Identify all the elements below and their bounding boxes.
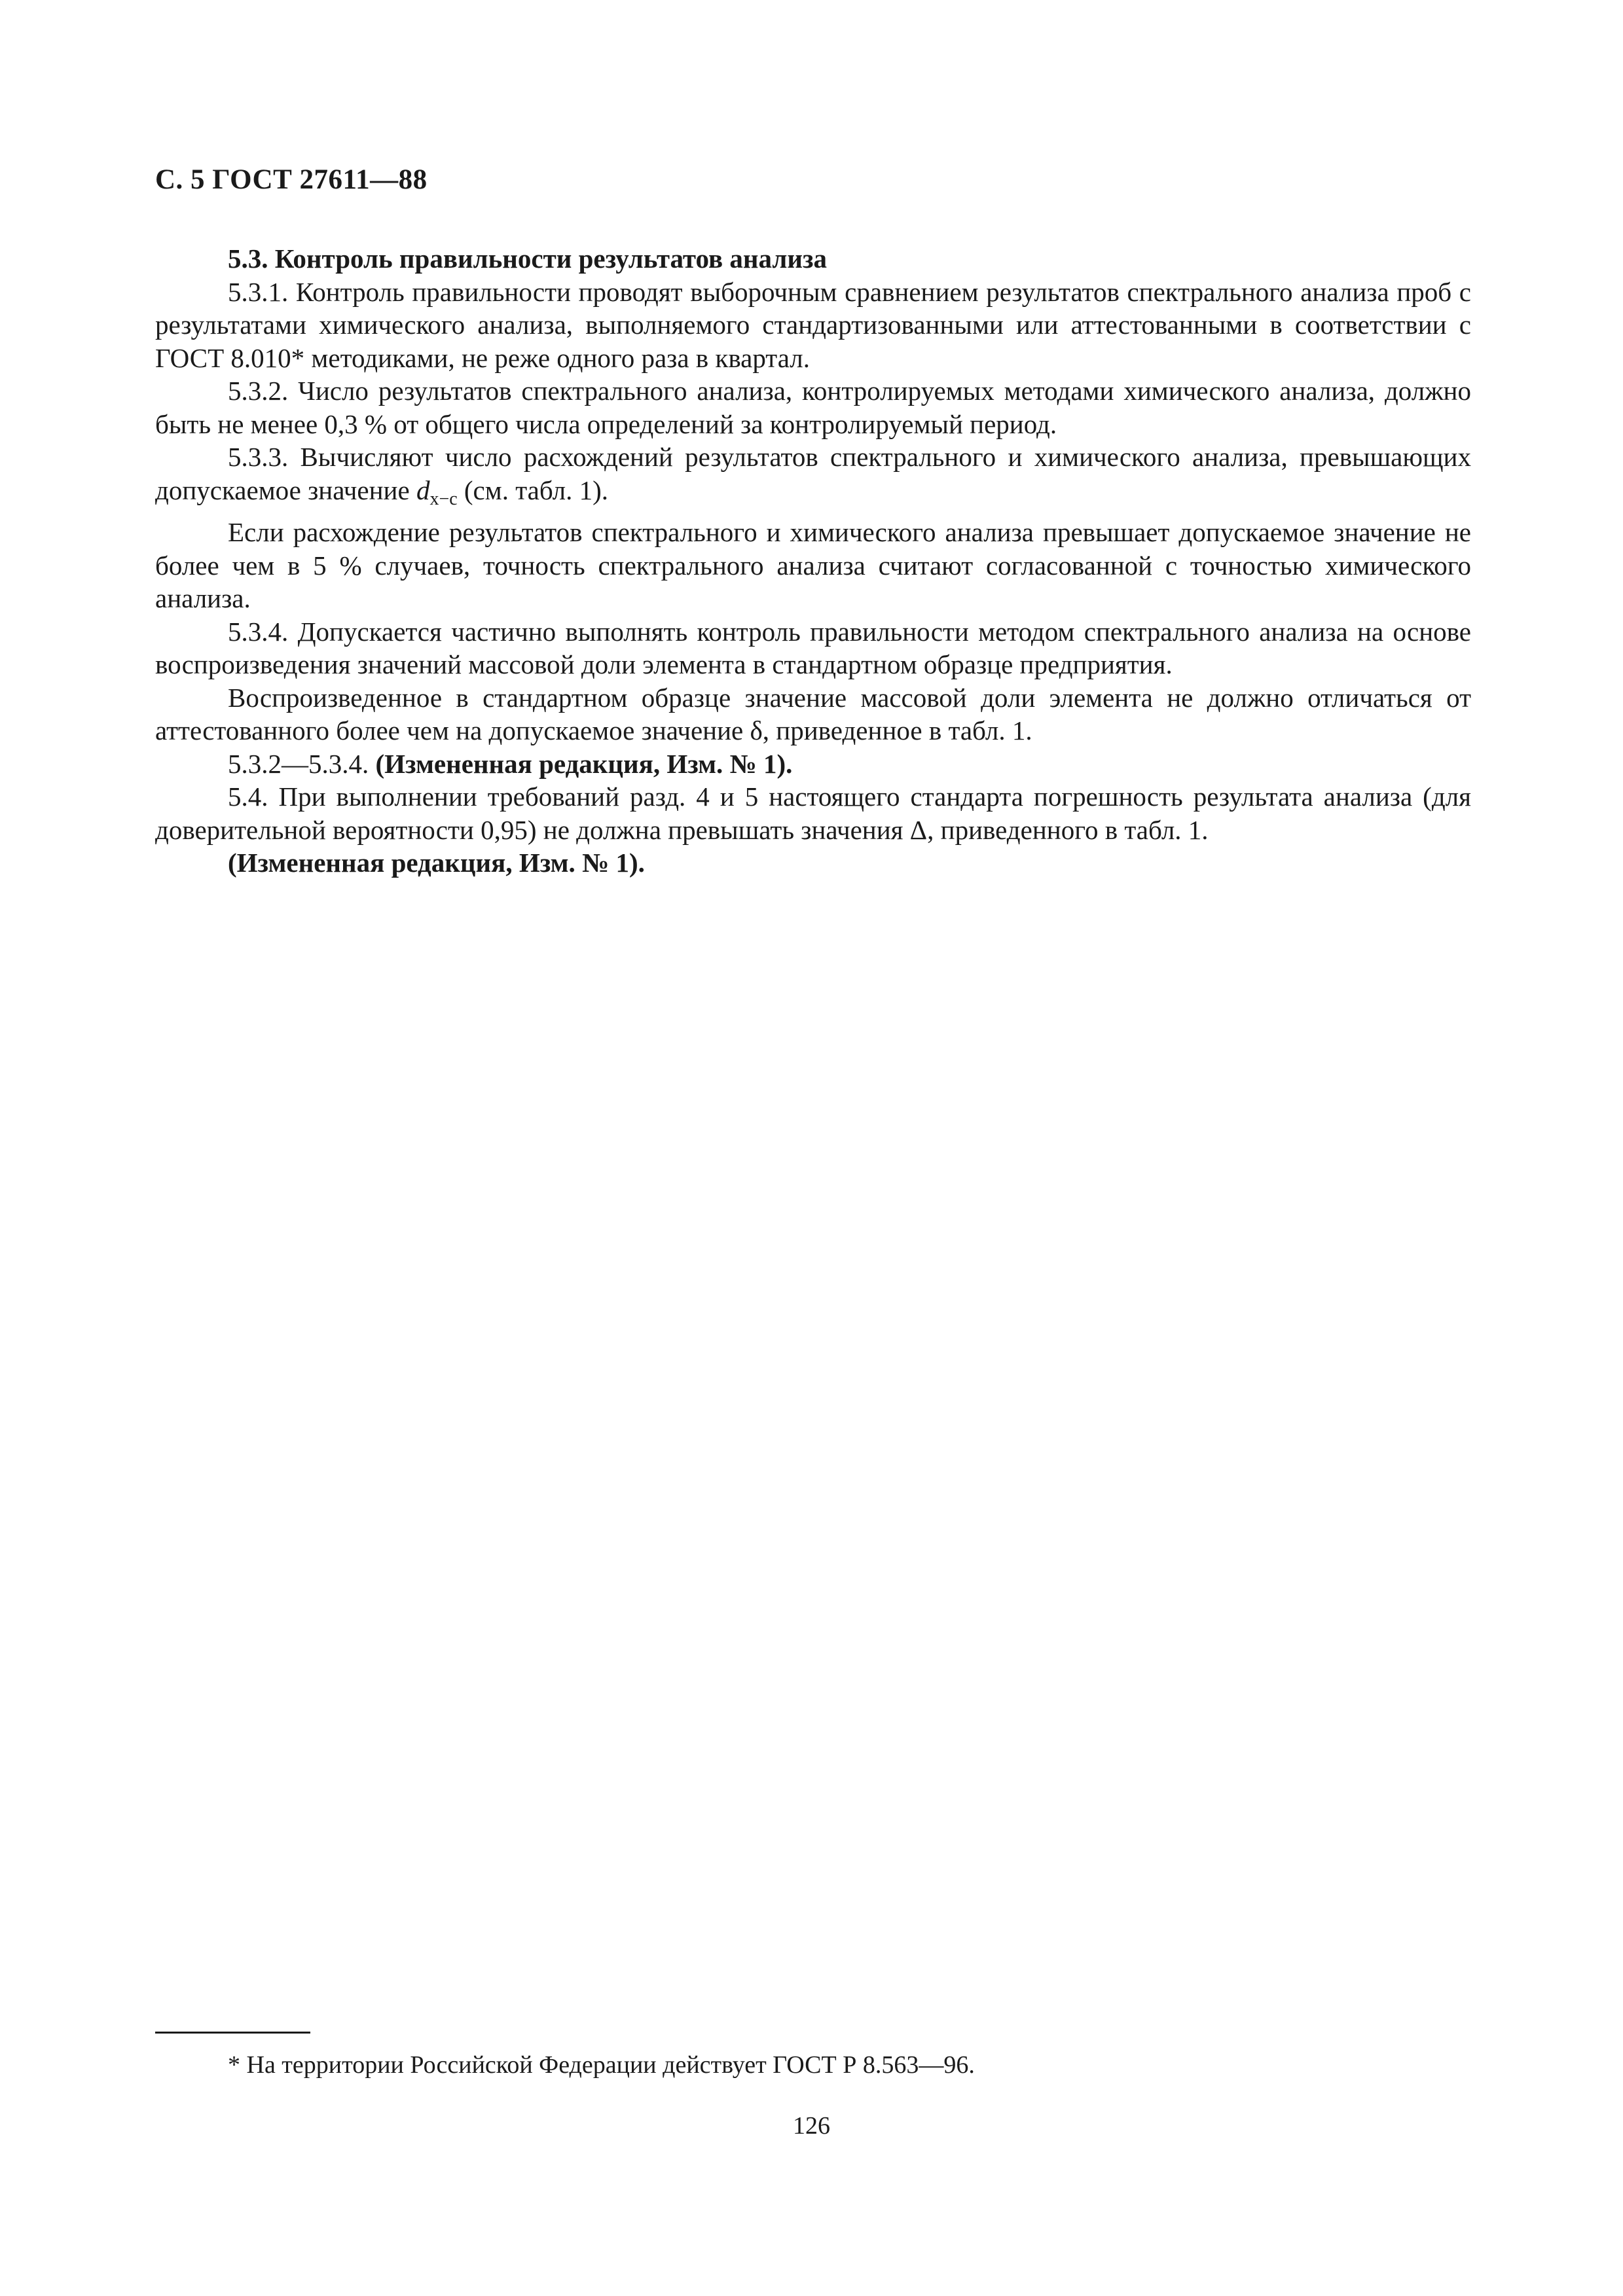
amendment-1-note: (Измененная редакция, Изм. № 1). — [375, 748, 793, 779]
variable-d: d — [416, 475, 430, 505]
footnote: * На территории Российской Федерации действует ГОСТ Р 8.563—96. — [228, 2051, 975, 2079]
variable-subscript: х−с — [429, 488, 458, 509]
paragraph-5-3-3 — [155, 440, 1471, 516]
document-body — [155, 242, 1471, 880]
paragraph-5-3-1: 5.3.1. Контроль правильности проводят выборочным сравнением результатов спектрального анализа проб с результатами химического анализа, выполняемого стандартизованными или аттестованными в соответствии с ГОСТ 8.010* методиками, не реже одного раза в квартал. — [155, 276, 1471, 373]
paragraph-5-3-3-end: (см. табл. 1). — [457, 475, 609, 505]
footnote-divider — [155, 2032, 310, 2034]
section-heading: 5.3. Контроль правильности результатов анализа — [228, 243, 827, 274]
paragraph-5-3-4: 5.3.4. Допускается частично выполнять контроль правильности методом спектрального анализа на основе воспроизведения значений массовой доли элемента в стандартном образце предприятия. — [155, 616, 1471, 679]
page-number: 126 — [793, 2112, 830, 2140]
paragraph-reproduced: Воспроизведенное в стандартном образце значение массовой доли элемента не должно отличаться от аттестованного более чем на допускаемое значение δ, приведенное в табл. 1. — [155, 682, 1471, 745]
paragraph-5-3-2: 5.3.2. Число результатов спектрального анализа, контролируемых методами химического анализа, должно быть не менее 0,3 % от общего числа определений за контролируемый период. — [155, 376, 1471, 439]
paragraph-5-3-3-text: 5.3.3. Вычисляют число расхождений результатов спектрального и химического анализа, превышающих допускаемое значение — [155, 442, 1471, 505]
page-header: С. 5 ГОСТ 27611—88 — [155, 164, 428, 195]
amendment-1-range: 5.3.2—5.3.4. — [228, 748, 376, 779]
paragraph-5-4: 5.4. При выполнении требований разд. 4 и 5 настоящего стандарта погрешность результата анализа (для доверительной вероятности 0,95) не должна превышать значения Δ, приведенного в табл. 1. — [155, 781, 1471, 845]
paragraph-amendment-1 — [155, 747, 1471, 781]
paragraph-amendment-2: (Измененная редакция, Изм. № 1). — [228, 848, 645, 878]
paragraph-condition: Если расхождение результатов спектрального и химического анализа превышает допускаемое значение не более чем в 5 % случаев, точность спектрального анализа считают согласованной с точностью химического анализа. — [155, 517, 1471, 613]
